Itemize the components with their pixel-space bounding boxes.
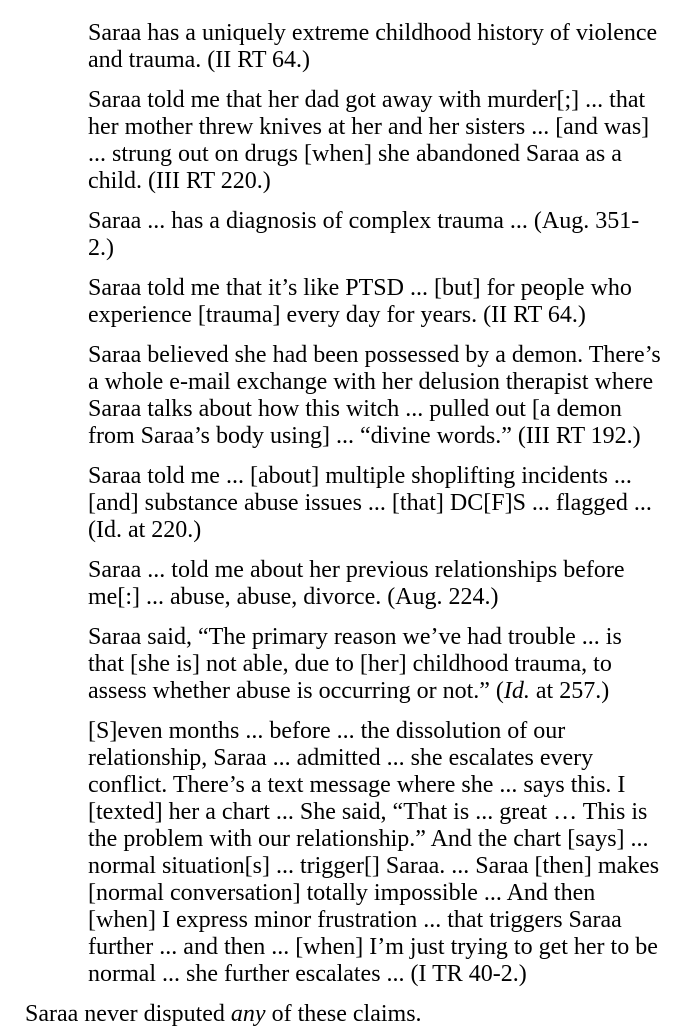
quote-paragraph-2 <box>88 87 662 195</box>
closing-text: Saraa never disputed <box>25 1001 231 1027</box>
quote-paragraph-6 <box>88 463 662 544</box>
quote-paragraph-5 <box>88 342 662 450</box>
quote-text: [S]even months ... before ... the dissolution of our relationship, Saraa ... admitted ... she escalates every conflict. There’s a text message where she ... says this. I [texted] her a chart ... She said, “That is ... great … This is the problem with our relationship.” And the chart [says] ... normal situation[s] ... trigger[] Saraa. ... Saraa [then] makes [normal conversation] totally impossible ... And then [when] I express minor frustration ... that triggers Saraa further ... and then ... [when] I’m just trying to get her to be normal ... she further escalates ... (I TR 40-2.) <box>88 718 660 987</box>
quote-text: Saraa told me ... [about] multiple shoplifting incidents ... [and] substance abuse issues ... [that] DC[F]S ... flagged ... (Id. at 220.) <box>88 463 652 543</box>
quote-text: Saraa ... told me about her previous relationships before me[:] ... abuse, abuse, divorce. (Aug. 224.) <box>88 557 625 610</box>
quoted-claims-list <box>88 20 662 988</box>
closing-sentence <box>25 1001 670 1028</box>
italic-citation-id: Id. <box>503 678 530 704</box>
quote-text: Saraa has a uniquely extreme childhood history of violence and trauma. (II RT 64.) <box>88 20 658 73</box>
quote-text: Saraa ... has a diagnosis of complex trauma ... (Aug. 351-2.) <box>88 208 640 261</box>
quote-paragraph-9 <box>88 718 662 988</box>
quote-text: Saraa told me that it’s like PTSD ... [but] for people who experience [trauma] every day for years. (II RT 64.) <box>88 275 632 328</box>
quote-paragraph-7 <box>88 557 662 611</box>
closing-text: of these claims. <box>265 1001 422 1027</box>
quote-paragraph-4 <box>88 275 662 329</box>
quote-text: Saraa believed she had been possessed by a demon. There’s a whole e-mail exchange with her delusion therapist where Saraa talks about how this witch ... pulled out [a demon from Saraa’s body using] ... “divine words.” (III RT 192.) <box>88 342 661 449</box>
quote-paragraph-1 <box>88 20 662 74</box>
quote-paragraph-3 <box>88 208 662 262</box>
quote-text: Saraa said, “The primary reason we’ve had trouble ... is that [she is] not able, due to [her] childhood trauma, to assess whether abuse is occurring or not.” ( <box>88 624 622 704</box>
quote-text: Saraa told me that her dad got away with murder[;] ... that her mother threw knives at her and her sisters ... [and was] ... strung out on drugs [when] she abandoned Saraa as a child. (III RT 220.) <box>88 87 650 194</box>
quote-text: at 257.) <box>529 678 610 704</box>
italic-emphasis-any: any <box>230 1001 266 1027</box>
quote-paragraph-8 <box>88 624 662 705</box>
